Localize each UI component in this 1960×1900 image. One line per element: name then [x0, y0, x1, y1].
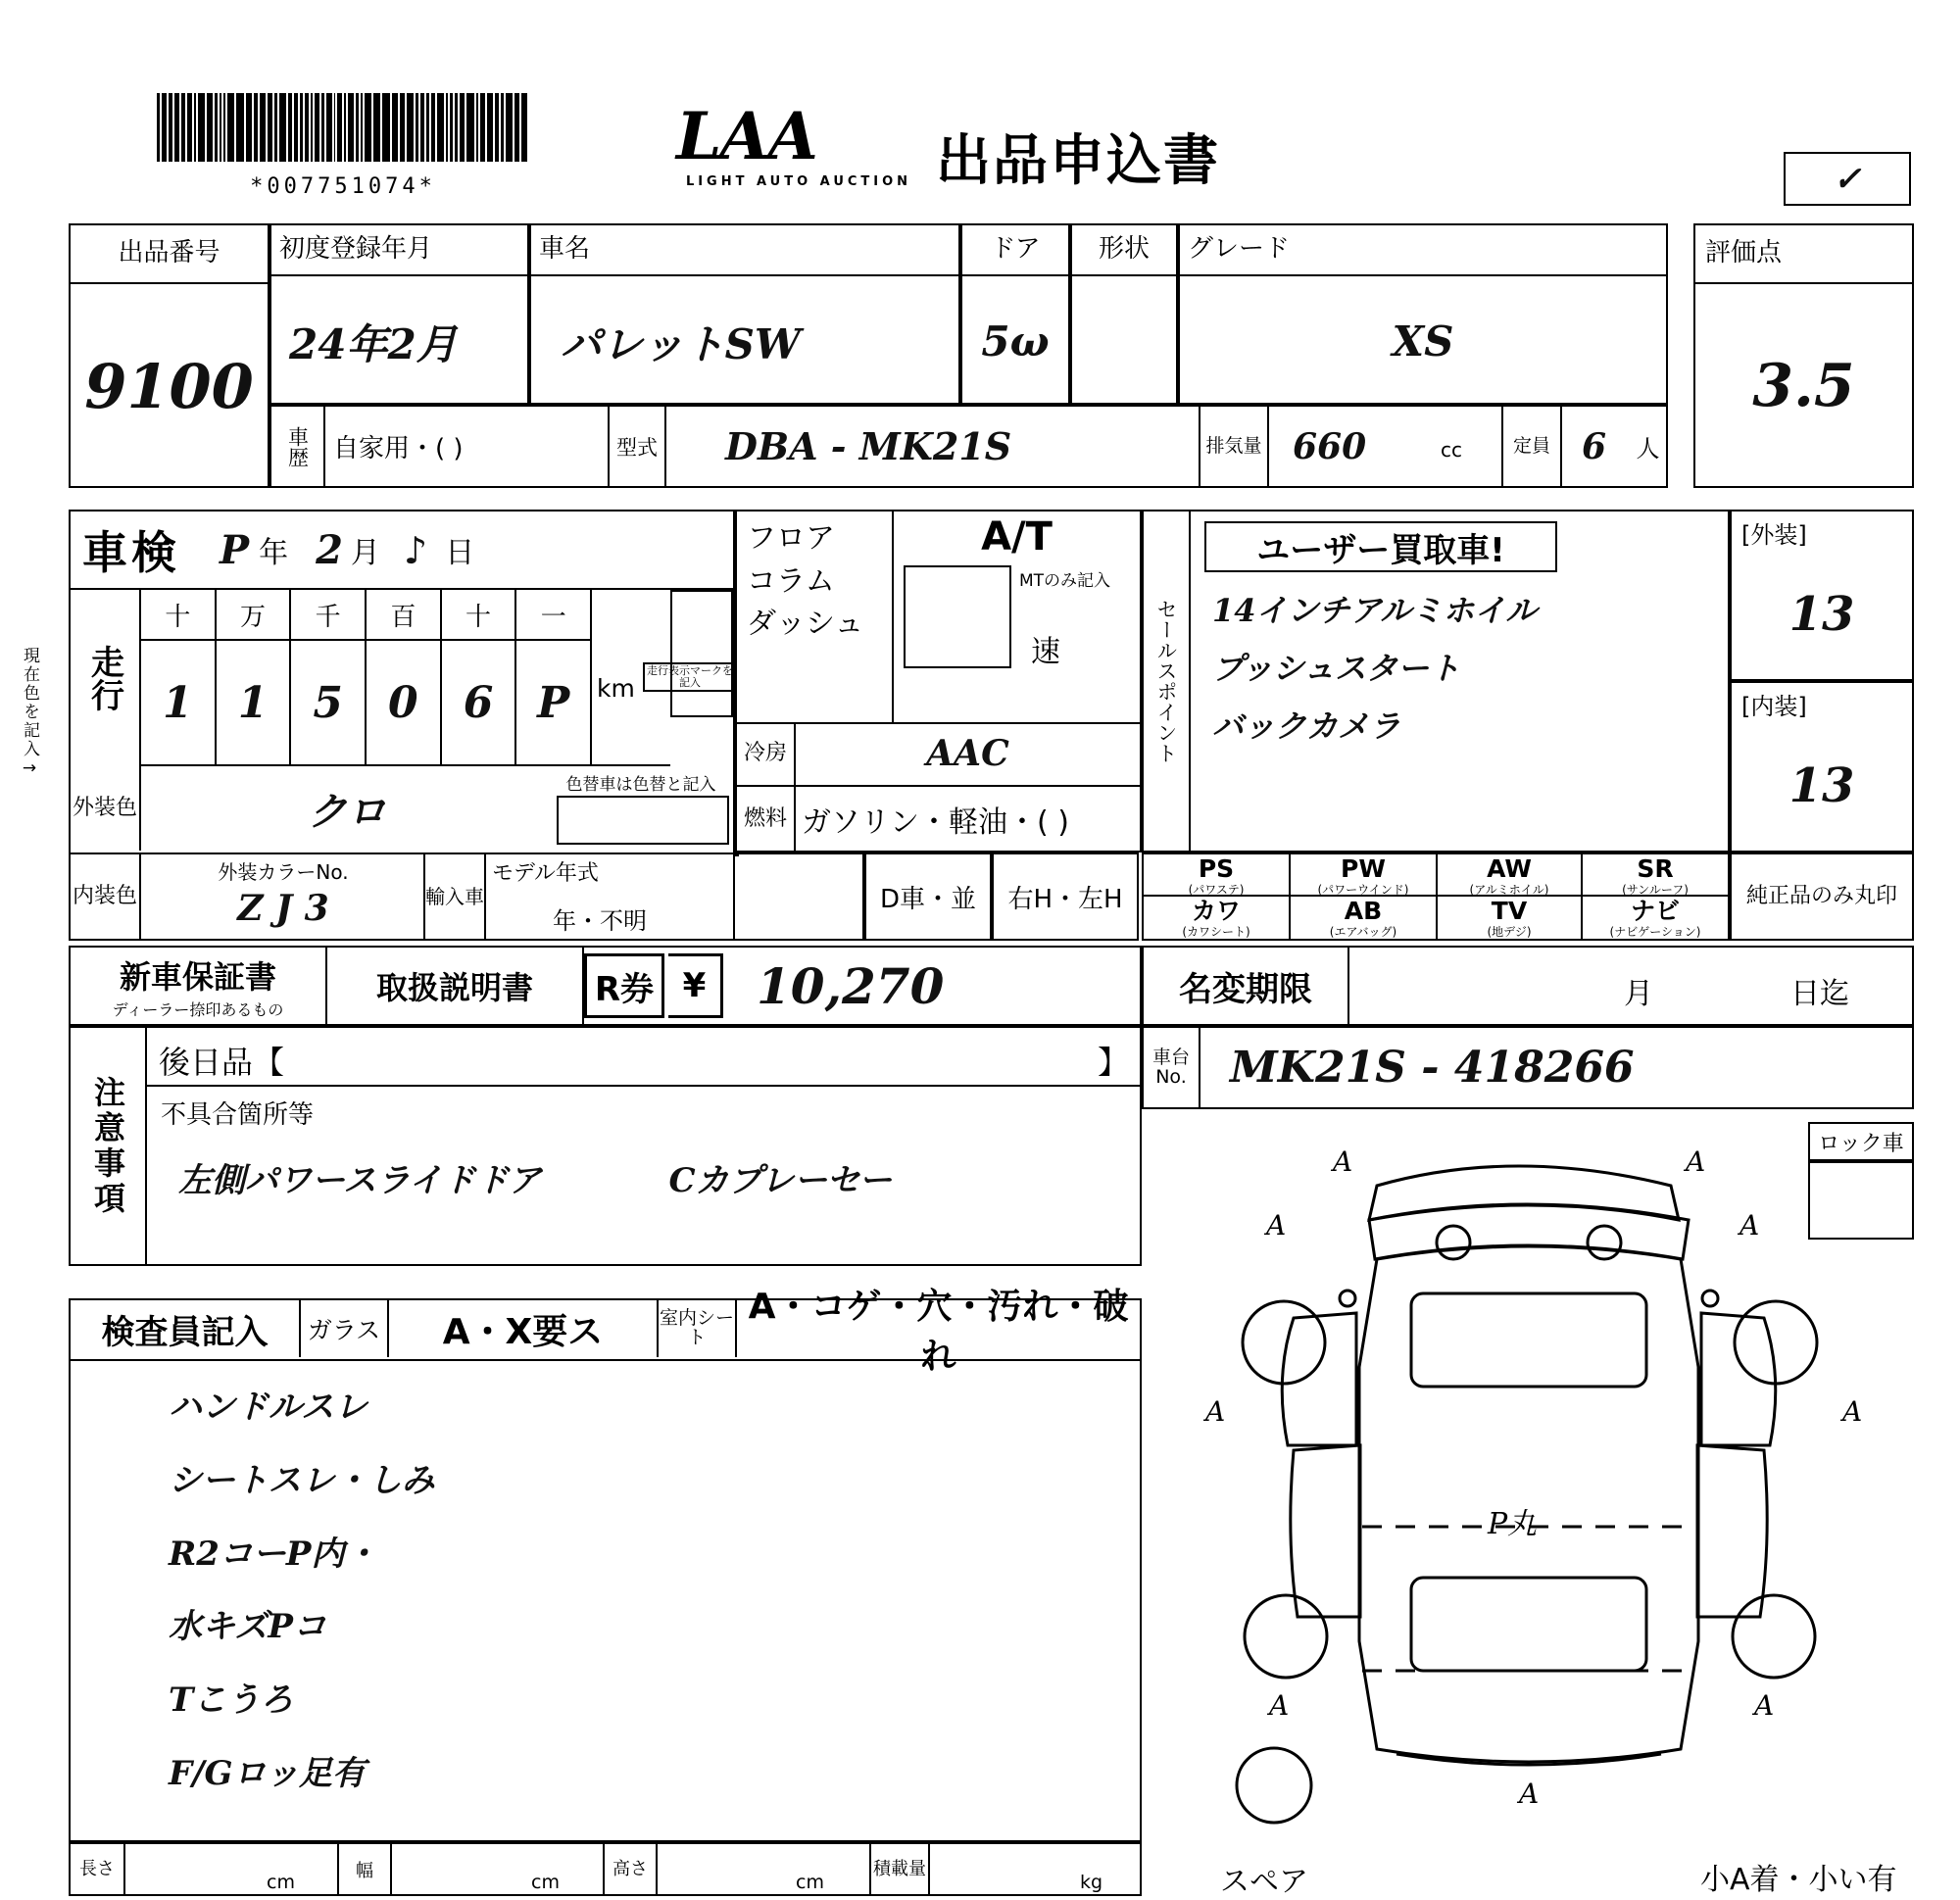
equipment-ps-code: PS — [1198, 854, 1235, 883]
svg-text:A: A — [1333, 1145, 1353, 1178]
exterior-score-box — [1730, 510, 1914, 681]
svg-text:A: A — [1686, 1145, 1706, 1178]
floor-label[interactable]: フロア — [747, 521, 835, 556]
mileage-label: 走行 — [71, 590, 141, 766]
laa-logo-text: LAA — [676, 98, 816, 174]
inspector-notes — [169, 1371, 1109, 1811]
equipment-pw-code: PW — [1341, 854, 1386, 883]
mileage-mark-note: 走行表示マークを記入 — [643, 662, 737, 692]
length-label: 長さ — [71, 1844, 125, 1894]
lot-number-label: 出品番号 — [71, 225, 268, 284]
score-label: 評価点 — [1695, 225, 1912, 284]
inspection-label: 車検 — [82, 526, 180, 579]
first-registration-box — [270, 223, 529, 405]
check-icon: ✓ — [1833, 159, 1862, 199]
grade-box — [1178, 223, 1668, 405]
model-year-group — [484, 853, 1123, 941]
inspector-note-4: Tこうろ — [169, 1681, 294, 1721]
ac-value: AAC — [796, 722, 1140, 787]
later-items-close: 】 — [1098, 1044, 1130, 1081]
warranty-sub: ディーラー捺印あるもの — [112, 999, 284, 1019]
name-change-label: 名変期限 — [1144, 948, 1349, 1024]
svg-text:A: A — [1519, 1778, 1540, 1810]
equipment-navi-code: ナビ — [1630, 897, 1680, 925]
lot-number-box — [69, 223, 270, 488]
ac-label: 冷房 — [737, 722, 796, 787]
inspection-day-unit: 日 — [445, 536, 475, 570]
checkbox-top-right[interactable] — [1784, 152, 1911, 206]
exterior-score-value: 13 — [1788, 586, 1855, 642]
laa-logo — [676, 98, 921, 189]
equipment-sr[interactable] — [1583, 854, 1728, 897]
equipment-pw-name: (パワーウインド) — [1317, 883, 1409, 897]
equipment-leather-code: カワ — [1191, 897, 1241, 925]
width-label: 幅 — [337, 1844, 392, 1894]
notes-block — [69, 1026, 1142, 1266]
genuine-parts-note: 純正品のみ丸印 — [1730, 853, 1914, 941]
new-car-warranty[interactable] — [71, 948, 327, 1024]
grade-value: XS — [1392, 317, 1454, 365]
equipment-sr-code: SR — [1637, 854, 1674, 883]
mileage-digit-3: 0 — [367, 641, 442, 764]
svg-text:A: A — [1754, 1689, 1775, 1722]
name-change-day: 日迄 — [1790, 977, 1849, 1011]
sales-point-line-1: プッシュスタート — [1212, 650, 1461, 688]
equipment-ps-name: (パワステ) — [1188, 883, 1245, 897]
d-car-label: D車・並 — [864, 853, 992, 941]
sales-point-label: セールスポイント — [1144, 512, 1191, 851]
shape-value — [1072, 276, 1176, 407]
equipment-ab-name: (エアバッグ) — [1329, 925, 1397, 939]
shape-label: 形状 — [1072, 225, 1176, 276]
interior-color-label: 内装色 — [71, 854, 141, 939]
chassis-label: 車台No. — [1144, 1028, 1200, 1107]
inspector-label: 検査員記入 — [71, 1300, 301, 1357]
model-year-label: モデル年式 — [492, 861, 599, 886]
car-diagram-svg — [1176, 1127, 1921, 1852]
car-name-value: パレットSW — [561, 319, 802, 368]
page-title: 出品申込書 — [936, 129, 1220, 193]
spare-label: スペア — [1220, 1865, 1308, 1899]
first-registration-label: 初度登録年月 — [271, 225, 527, 276]
sales-point-line-2: バックカメラ — [1212, 707, 1401, 746]
length-unit: cm — [267, 1872, 295, 1893]
inspection-year-value: P — [220, 526, 250, 573]
color-change-input[interactable] — [557, 796, 729, 845]
laa-logo-sub: LIGHT AUTO AUCTION — [685, 174, 912, 189]
floor-at-block — [735, 510, 1142, 853]
mileage-digit-0: 1 — [141, 641, 217, 764]
lock-car-label: ロック車 — [1818, 1131, 1904, 1156]
model-year-value: 年・不明 — [553, 907, 647, 935]
svg-text:A: A — [1205, 1395, 1226, 1428]
equipment-ab-code: AB — [1344, 897, 1383, 925]
svg-text:A: A — [1740, 1209, 1760, 1242]
seat-value[interactable]: A・コゲ・穴・汚れ・破れ — [748, 1287, 1129, 1377]
documents-row — [69, 946, 1142, 1026]
import-label: 輸入車 — [425, 854, 486, 939]
inspector-note-3: 水キズPコ — [169, 1607, 326, 1647]
column-label[interactable]: コラム — [747, 563, 835, 599]
equipment-leather[interactable] — [1144, 897, 1291, 939]
car-damage-diagram[interactable] — [1176, 1127, 1921, 1852]
displacement-unit: cc — [1441, 438, 1462, 462]
equipment-navi[interactable] — [1583, 897, 1728, 939]
model-code-value: DBA - MK21S — [666, 407, 1200, 486]
first-registration-value: 24年2月 — [289, 319, 458, 368]
yen-symbol: ¥ — [668, 953, 723, 1018]
svg-text:A: A — [1842, 1395, 1863, 1428]
r-ticket-value: 10,270 — [757, 956, 945, 1015]
owners-manual[interactable]: 取扱説明書 — [327, 948, 584, 1024]
door-label: ドア — [962, 225, 1068, 276]
mileage-unit-5: 一 — [516, 590, 592, 639]
equipment-leather-name: (カワシート) — [1182, 925, 1250, 939]
mileage-unit-1: 万 — [217, 590, 292, 639]
mileage-digit-5: P — [516, 641, 592, 764]
notes-label: 注意事項 — [71, 1028, 147, 1264]
inspector-note-2: R2コーP内・ — [169, 1534, 378, 1574]
equipment-aw[interactable] — [1438, 854, 1583, 897]
user-purchase-banner: ユーザー買取車! — [1204, 521, 1557, 572]
inspection-month-value: 2 — [316, 526, 343, 573]
score-value: 3.5 — [1752, 352, 1855, 420]
sales-point-line-0: 14インチアルミホイル — [1212, 592, 1538, 629]
displacement-value: 660 — [1293, 425, 1367, 467]
mt-note: MTのみ記入 — [1019, 571, 1111, 591]
glass-label: ガラス — [301, 1300, 389, 1357]
equipment-ab[interactable] — [1291, 897, 1438, 939]
interior-score-box — [1730, 681, 1914, 853]
floor-type-labels — [737, 512, 894, 722]
mileage-mark-box[interactable] — [670, 590, 733, 717]
mt-gear-input[interactable] — [904, 565, 1011, 668]
inspector-note-1: シートスレ・しみ — [169, 1460, 435, 1500]
shape-box — [1070, 223, 1178, 405]
at-label: A/T — [981, 514, 1053, 560]
car-name-label: 車名 — [531, 225, 958, 276]
fuel-label: 燃料 — [737, 787, 796, 851]
equipment-aw-name: (アルミホイル) — [1469, 883, 1549, 897]
footer-right-note: 小A着・小い有 — [1700, 1863, 1897, 1897]
exterior-score-label: [外装] — [1741, 521, 1807, 549]
name-change-month: 月 — [1624, 977, 1653, 1011]
chassis-value: MK21S - 418266 — [1230, 1043, 1635, 1093]
equipment-tv-name: (地デジ) — [1487, 925, 1532, 939]
equipment-tv[interactable] — [1438, 897, 1583, 939]
defect-label: 不具合箇所等 — [161, 1100, 315, 1130]
side-note-current-color: 現在色を記入→ — [20, 647, 39, 780]
mileage-grid — [141, 590, 733, 766]
capacity-label: 定員 — [1501, 407, 1562, 486]
inspection-month-unit: 月 — [350, 536, 380, 570]
inspector-note-0: ハンドルスレ — [169, 1388, 368, 1427]
defect-value: 左側パワースライドドア Cカプレーセー — [178, 1161, 893, 1200]
interior-score-value: 13 — [1788, 757, 1855, 813]
history-label: 車歴 — [285, 425, 310, 467]
mileage-unit-2: 千 — [291, 590, 367, 639]
warranty-label: 新車保証書 — [119, 957, 276, 996]
model-code-label: 型式 — [610, 407, 666, 486]
speed-label: 速 — [1031, 635, 1060, 669]
chassis-row — [1142, 1026, 1914, 1109]
mileage-unit-0: 十 — [141, 590, 217, 639]
exterior-color-no-label: 外装カラーNo. — [218, 860, 349, 884]
load-unit: kg — [1080, 1872, 1103, 1893]
load-label: 積載量 — [869, 1844, 930, 1894]
exterior-color-value: クロ — [308, 788, 386, 835]
car-name-box — [529, 223, 960, 405]
later-items-label: 後日品【 — [159, 1044, 285, 1081]
capacity-value: 6 — [1581, 425, 1607, 467]
name-change-row — [1142, 946, 1914, 1026]
inspector-note-5: F/Gロッ足有 — [169, 1753, 366, 1793]
inspection-day-value: ♪ — [403, 527, 428, 572]
displacement-label: 排気量 — [1200, 407, 1269, 486]
inspection-year-unit: 年 — [259, 536, 289, 570]
glass-value[interactable]: A・X要ス — [389, 1300, 659, 1357]
svg-text:P丸: P丸 — [1488, 1507, 1538, 1541]
equipment-grid — [1142, 853, 1730, 941]
exterior-color-label: 外装色 — [71, 766, 141, 851]
lot-number-value: 9100 — [84, 350, 254, 422]
equipment-ps[interactable] — [1144, 854, 1291, 897]
equipment-tv-code: TV — [1491, 897, 1528, 925]
handle-label: 右H・左H — [992, 853, 1139, 941]
capacity-unit: 人 — [1636, 435, 1660, 463]
equipment-sr-name: (サンルーフ) — [1622, 883, 1689, 897]
sales-point-lines — [1212, 582, 1722, 756]
width-unit: cm — [531, 1872, 560, 1893]
door-box — [960, 223, 1070, 405]
dimensions-row — [69, 1842, 1142, 1896]
sales-point-block — [1142, 510, 1730, 853]
score-box — [1693, 223, 1914, 488]
mileage-digit-2: 5 — [291, 641, 367, 764]
grade-label: グレード — [1180, 225, 1666, 276]
dash-label[interactable]: ダッシュ — [747, 607, 864, 641]
equipment-navi-name: (ナビゲーション) — [1609, 925, 1701, 939]
inspector-block — [69, 1287, 1142, 1842]
seat-label: 室内シート — [659, 1300, 737, 1357]
fuel-value: ガソリン・軽油・( ) — [802, 804, 1069, 840]
height-label: 高さ — [603, 1844, 658, 1894]
history-value: 自家用・( ) — [325, 407, 610, 486]
svg-text:A: A — [1266, 1209, 1287, 1242]
door-value: 5ω — [981, 317, 1050, 365]
r-ticket-label: R券 — [584, 953, 664, 1018]
height-unit: cm — [796, 1872, 824, 1893]
mileage-unit-km: km — [597, 674, 635, 703]
equipment-pw[interactable] — [1291, 854, 1438, 897]
mileage-digit-1: 1 — [217, 641, 292, 764]
color-change-note: 色替車は色替と記入 — [565, 775, 716, 795]
mileage-unit-4: 十 — [442, 590, 517, 639]
equipment-aw-code: AW — [1487, 854, 1532, 883]
exterior-color-no-value: Z J 3 — [237, 888, 329, 929]
svg-text:A: A — [1269, 1689, 1290, 1722]
mileage-unit-3: 百 — [367, 590, 442, 639]
mileage-digit-4: 6 — [442, 641, 517, 764]
barcode — [157, 93, 529, 170]
barcode-number: *007751074* — [250, 174, 436, 199]
interior-score-label: [内装] — [1741, 693, 1807, 720]
vehicle-history-row — [270, 405, 1668, 488]
